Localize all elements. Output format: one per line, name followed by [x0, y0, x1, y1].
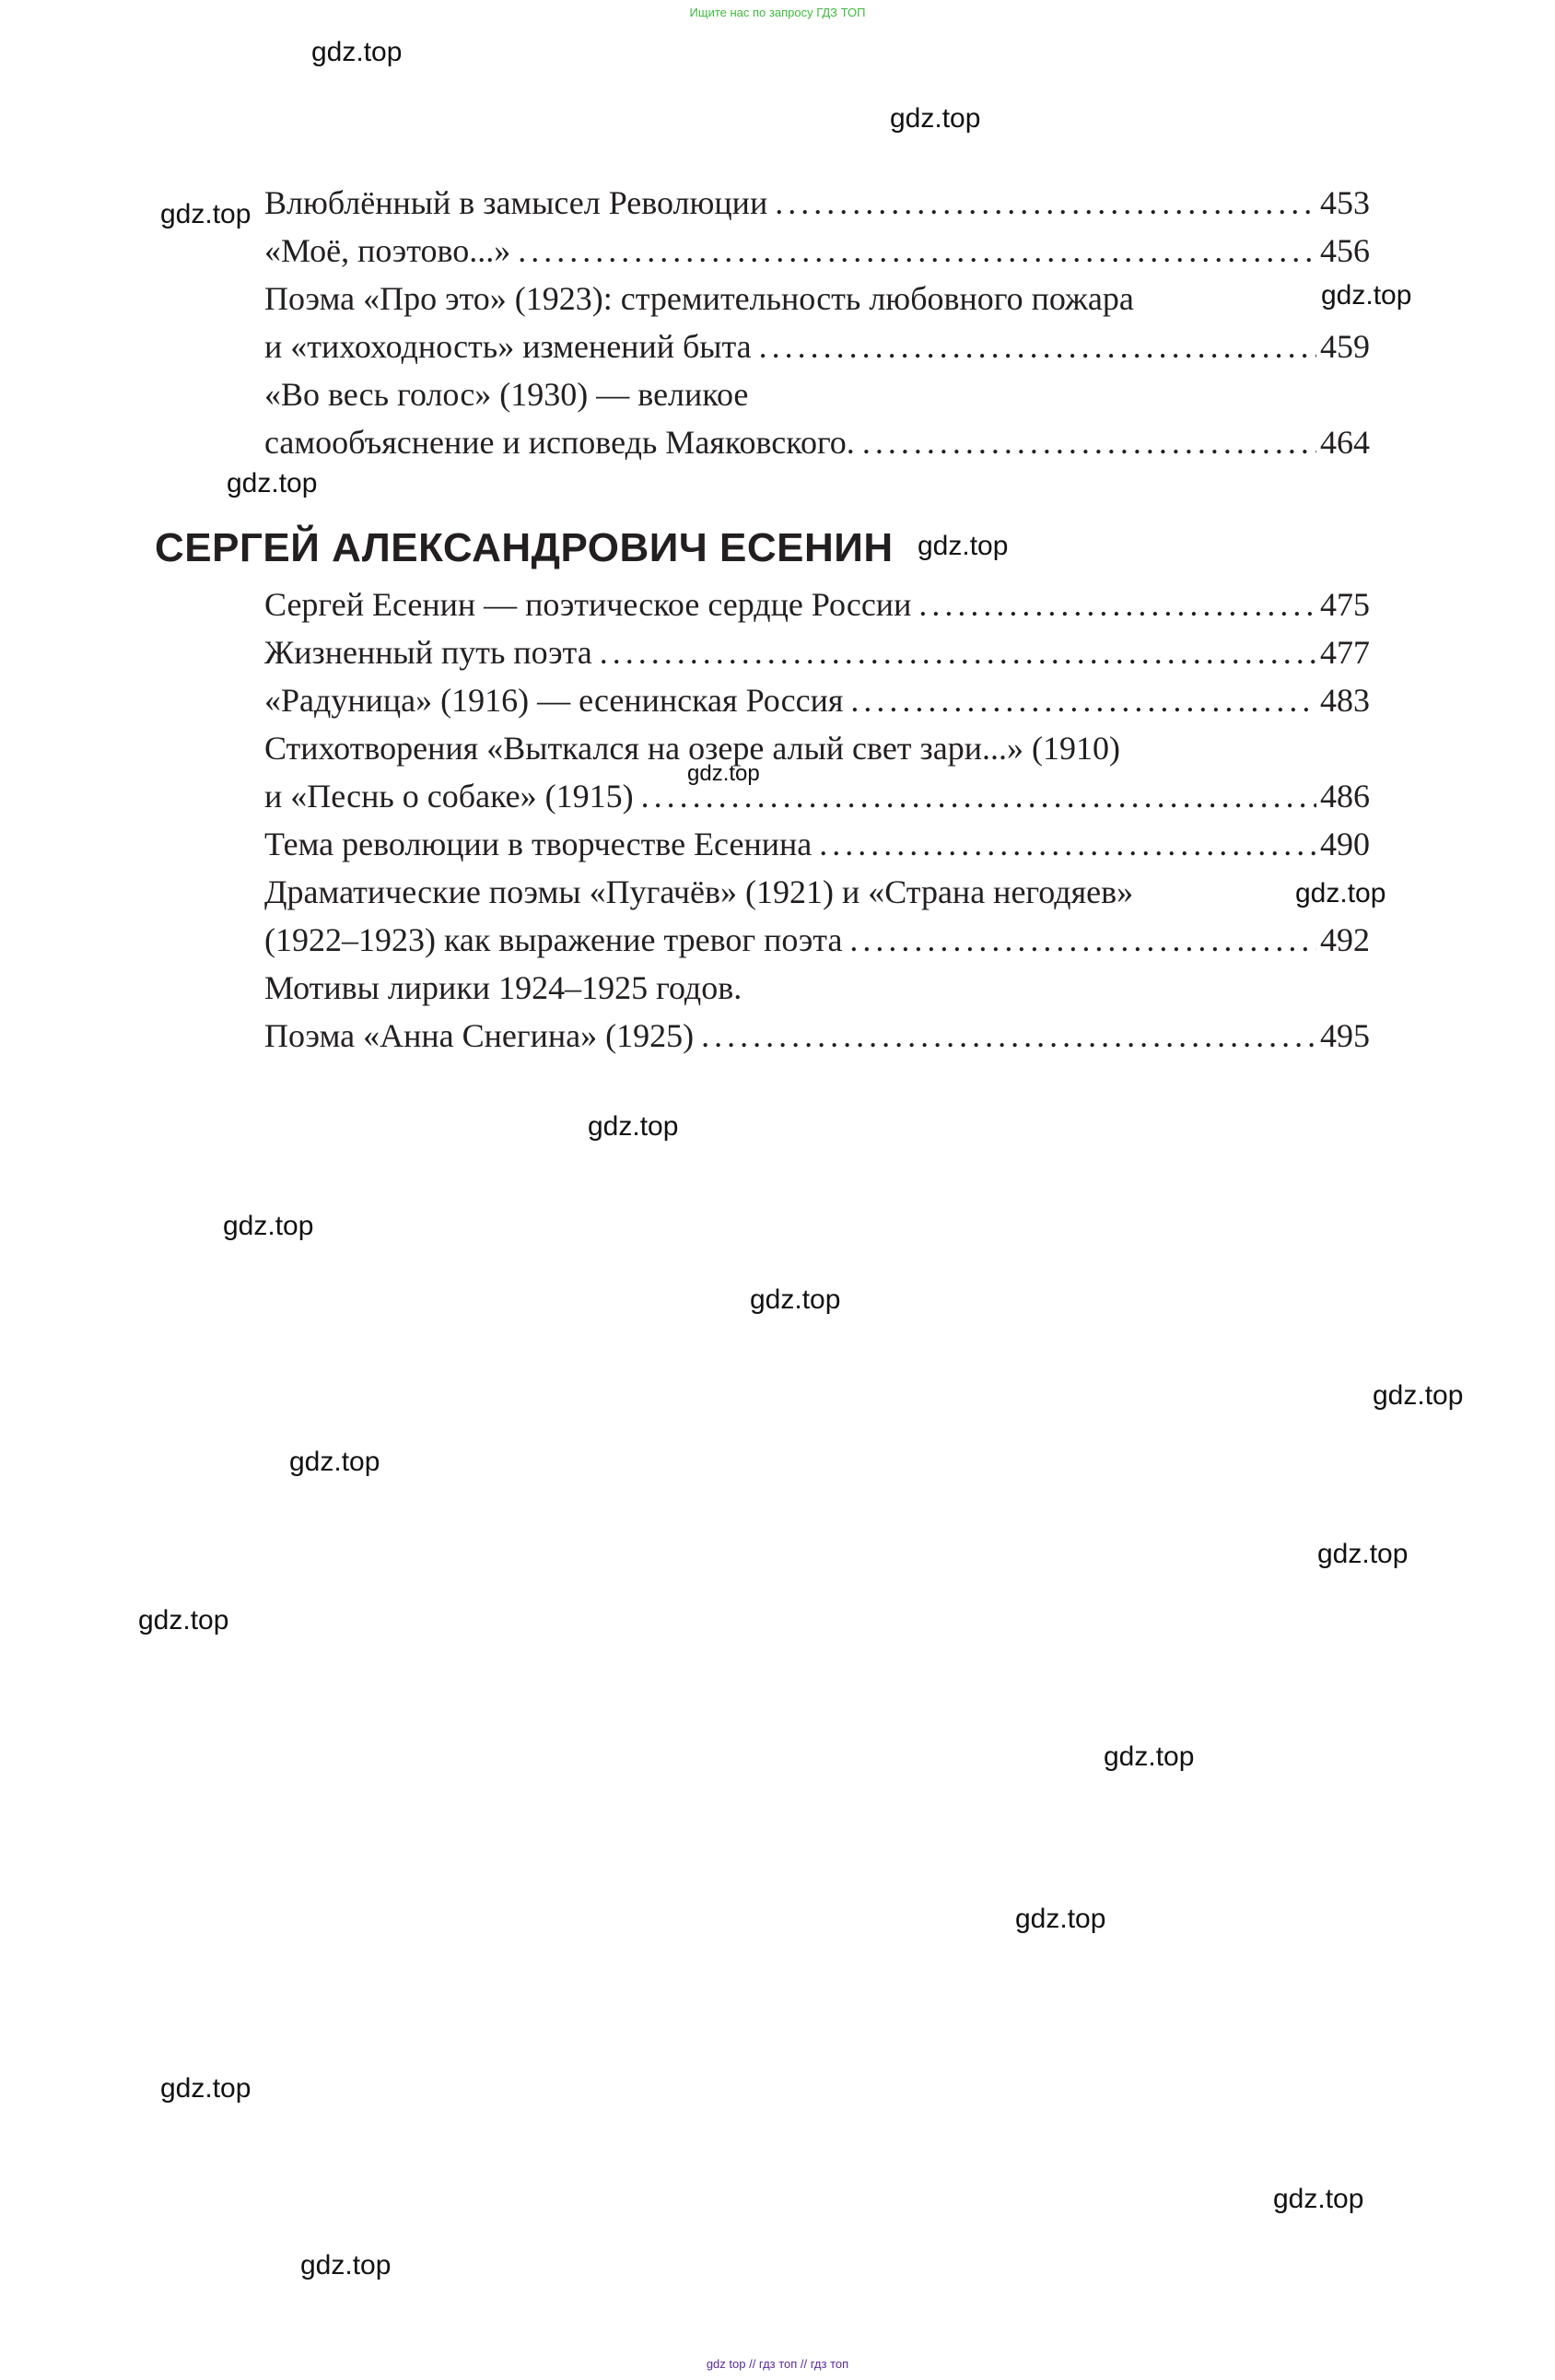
watermark: gdz.top: [1015, 1904, 1106, 1934]
toc-leader-dots: [862, 418, 1316, 466]
toc-entry[interactable]: [264, 772, 1370, 820]
toc-page-number: 464: [1320, 424, 1370, 461]
toc-leader-dots: [775, 179, 1316, 227]
toc-page-number: 490: [1320, 826, 1370, 862]
toc-leader-dots: [701, 1012, 1316, 1060]
toc-entry-title: и «Песнь о собаке» (1915): [264, 778, 634, 815]
toc-entry-title: «Моё, поэтово...»: [264, 232, 511, 269]
toc-leader-dots: [850, 676, 1316, 724]
watermark: gdz.top: [300, 2250, 392, 2280]
toc-entry-title: Поэма «Анна Снегина» (1925): [264, 1017, 695, 1054]
watermark: gdz.top: [160, 2073, 251, 2104]
toc-page-number: 453: [1320, 184, 1370, 221]
toc-leader-dots: [600, 628, 1316, 676]
watermark: gdz.top: [750, 1284, 841, 1315]
watermark: gdz.top: [918, 531, 1009, 561]
toc-page-number: 475: [1320, 586, 1370, 623]
toc-entry-title: Влюблённый в замысел Революции: [264, 184, 768, 221]
watermark: gdz.top: [223, 1211, 314, 1241]
toc-entry[interactable]: [264, 322, 1370, 370]
toc-page-number: 483: [1320, 682, 1370, 719]
toc-entry[interactable]: [264, 418, 1370, 466]
watermark: gdz.top: [890, 103, 981, 134]
toc-entry[interactable]: [264, 580, 1370, 628]
toc-entry-title: Сергей Есенин — поэтическое сердце России: [264, 586, 912, 623]
toc-entry[interactable]: [264, 676, 1370, 724]
watermark: gdz.top: [687, 761, 760, 786]
watermark: gdz.top: [1317, 1539, 1409, 1569]
watermark: gdz.top: [1104, 1741, 1195, 1772]
toc-page-number: 459: [1320, 328, 1370, 365]
toc-entry[interactable]: [264, 916, 1370, 964]
watermark: gdz.top: [138, 1605, 229, 1636]
toc-entry-line: Поэма «Про это» (1923): стремительность любовного пожара: [264, 280, 1134, 317]
watermark: gdz.top: [1273, 2184, 1364, 2214]
toc-leader-dots: [918, 580, 1316, 628]
watermark: gdz.top: [588, 1111, 679, 1142]
toc-entry-title: «Радуница» (1916) — есенинская Россия: [264, 682, 844, 719]
toc-entry-title: самообъяснение и исповедь Маяковского.: [264, 424, 855, 461]
toc-entry[interactable]: [264, 628, 1370, 676]
toc-entry-title: и «тихоходность» изменений быта: [264, 328, 752, 365]
top-banner: Ищите нас по запросу ГДЗ ТОП: [689, 6, 866, 19]
toc-entry-line: «Во весь голос» (1930) — великое: [264, 376, 749, 413]
toc-entry-title: Жизненный путь поэта: [264, 634, 592, 671]
toc-page-number: 495: [1320, 1017, 1370, 1054]
toc-leader-dots: [641, 772, 1316, 820]
watermark: gdz.top: [311, 37, 403, 67]
watermark: gdz.top: [160, 199, 251, 229]
toc-entry[interactable]: [264, 227, 1370, 275]
toc-entry[interactable]: [264, 179, 1370, 227]
toc-leader-dots: [759, 322, 1316, 370]
toc-entry-line: Мотивы лирики 1924–1925 годов.: [264, 969, 742, 1006]
toc-page-number: 492: [1320, 921, 1370, 958]
toc-entry[interactable]: [264, 1012, 1370, 1060]
toc-entry[interactable]: [264, 820, 1370, 868]
toc-entry-line: Стихотворения «Выткался на озере алый свет зари...» (1910): [264, 730, 1120, 767]
toc-entry-line: Драматические поэмы «Пугачёв» (1921) и «Страна негодяев»: [264, 873, 1134, 910]
watermark: gdz.top: [1295, 878, 1386, 909]
toc-page-number: 477: [1320, 634, 1370, 671]
watermark: gdz.top: [1373, 1380, 1464, 1411]
toc-entry-title: (1922–1923) как выражение тревог поэта: [264, 921, 843, 958]
watermark: gdz.top: [1321, 280, 1412, 311]
toc-page-number: 456: [1320, 232, 1370, 269]
toc-entry-title: Тема революции в творчестве Есенина: [264, 826, 813, 862]
toc-page-number: 486: [1320, 778, 1370, 815]
toc-leader-dots: [849, 916, 1316, 964]
footer-text: gdz top // гдз топ // гдз топ: [706, 2357, 849, 2371]
watermark: gdz.top: [227, 468, 318, 498]
toc-leader-dots: [518, 227, 1316, 275]
toc-leader-dots: [819, 820, 1316, 868]
section-heading: СЕРГЕЙ АЛЕКСАНДРОВИЧ ЕСЕНИН: [155, 525, 894, 570]
watermark: gdz.top: [289, 1447, 380, 1477]
